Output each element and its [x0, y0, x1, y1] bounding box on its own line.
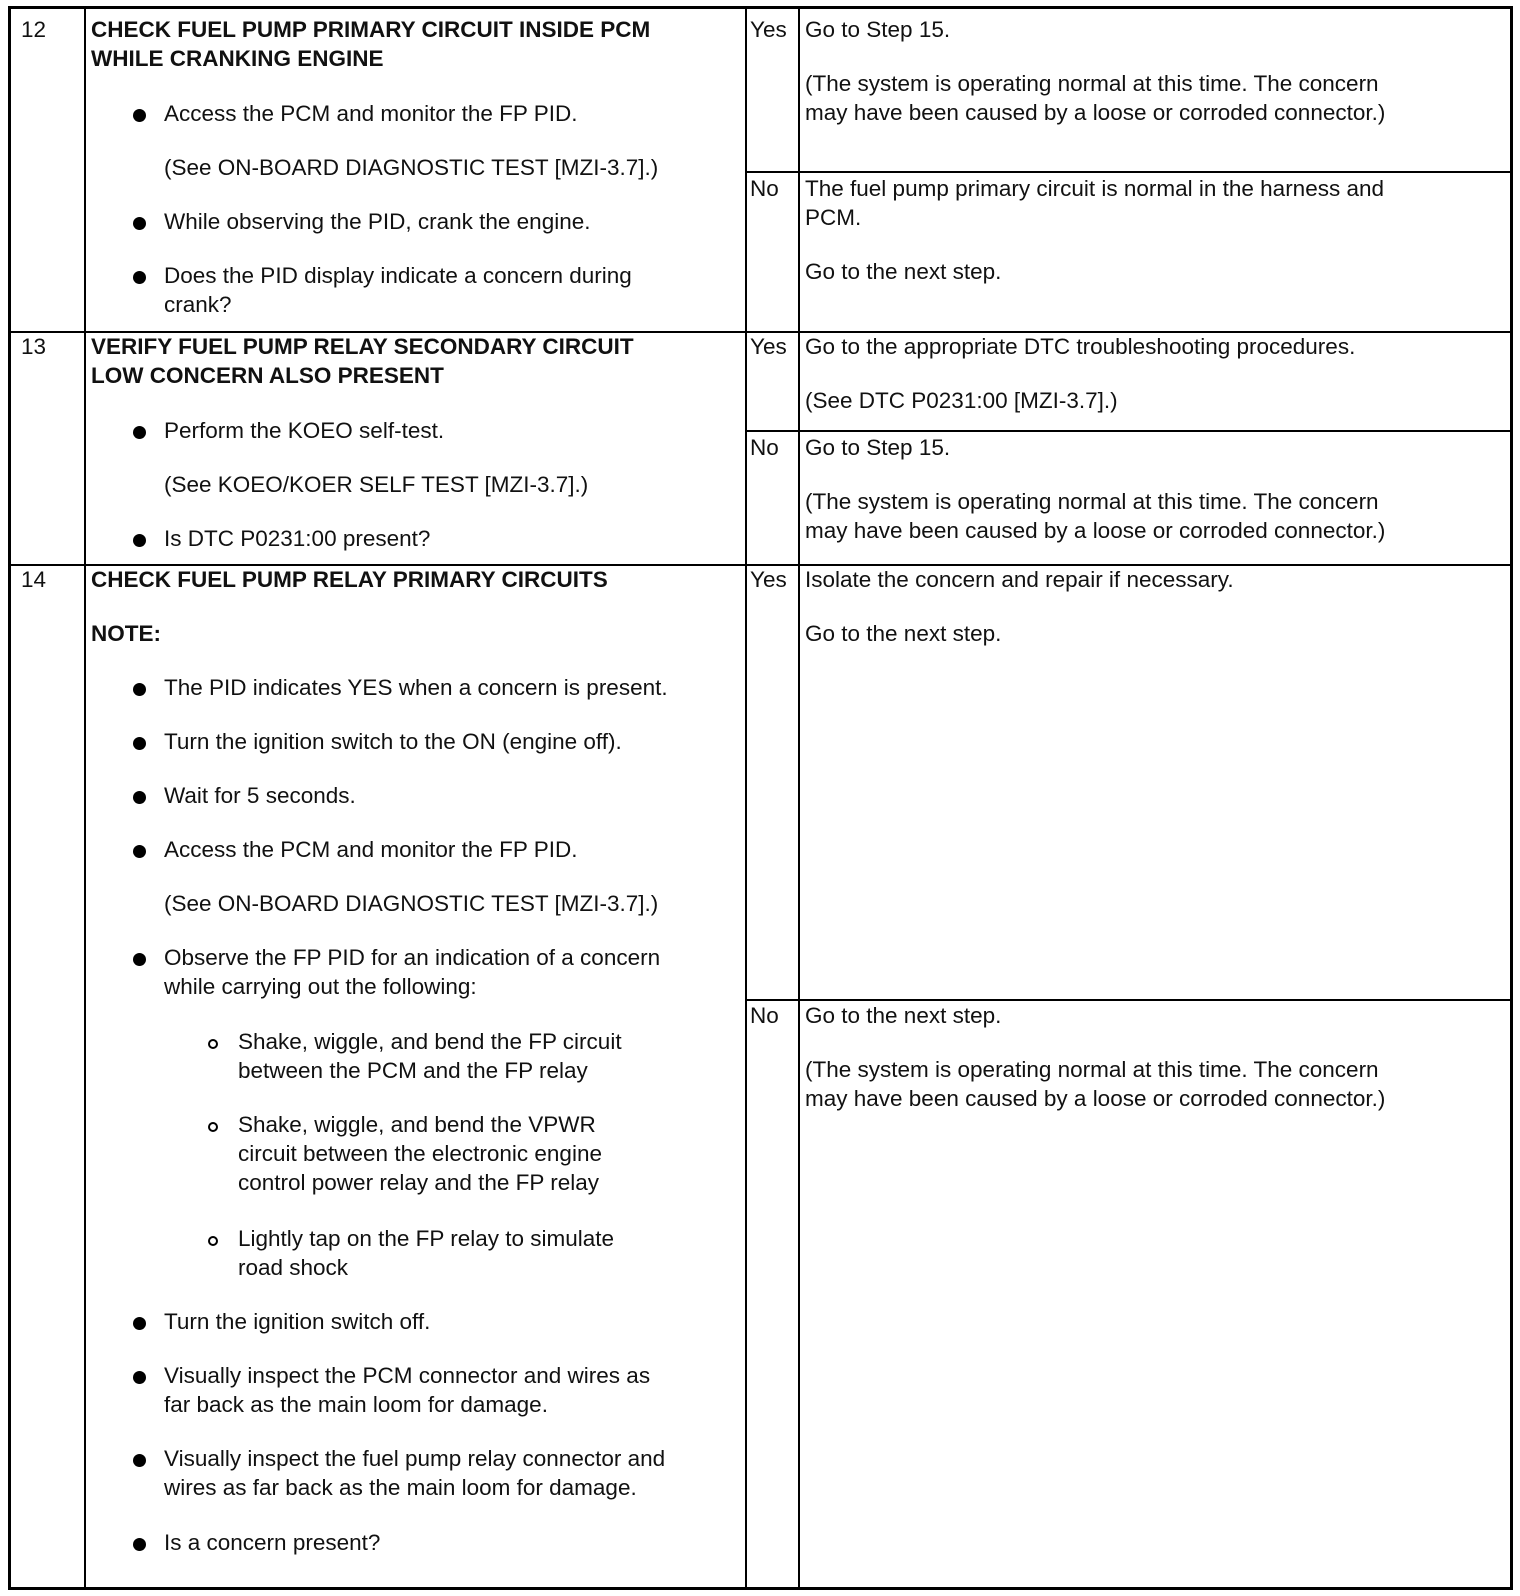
yes-label: Yes: [750, 567, 787, 592]
result-text: (See DTC P0231:00 [MZI-3.7].): [805, 388, 1118, 413]
column-divider-step: [84, 9, 86, 1587]
note-heading: NOTE:: [91, 621, 161, 646]
reference-text: (See ON-BOARD DIAGNOSTIC TEST [MZI-3.7].): [164, 891, 659, 916]
sub-action-item: between the PCM and the FP relay: [238, 1058, 588, 1083]
bullet-icon: [133, 1454, 146, 1467]
bullet-icon: [133, 1371, 146, 1384]
action-item: Visually inspect the PCM connector and wires as: [164, 1363, 651, 1388]
step-number: 13: [21, 334, 47, 359]
result-text: Go to the next step.: [805, 259, 1002, 284]
action-item: Is DTC P0231:00 present?: [164, 526, 431, 551]
result-divider-row13: [745, 430, 1510, 432]
action-item: far back as the main loom for damage.: [164, 1392, 548, 1417]
result-text: The fuel pump primary circuit is normal in the harness and: [805, 176, 1385, 201]
bullet-icon: [133, 426, 146, 439]
action-item: Wait for 5 seconds.: [164, 783, 356, 808]
action-item: Perform the KOEO self-test.: [164, 418, 445, 443]
yes-label: Yes: [750, 17, 787, 42]
bullet-icon: [133, 737, 146, 750]
diagnostic-table: [8, 6, 1513, 1590]
no-label: No: [750, 176, 779, 201]
step-title: CHECK FUEL PUMP RELAY PRIMARY CIRCUITS: [91, 567, 608, 592]
result-text: Go to Step 15.: [805, 17, 951, 42]
sub-action-item: control power relay and the FP relay: [238, 1170, 600, 1195]
result-text: may have been caused by a loose or corroded connector.): [805, 1086, 1386, 1111]
result-divider-row12: [745, 171, 1510, 173]
reference-text: (See ON-BOARD DIAGNOSTIC TEST [MZI-3.7].): [164, 155, 659, 180]
bullet-icon: [133, 791, 146, 804]
bullet-icon: [133, 683, 146, 696]
step-title: WHILE CRANKING ENGINE: [91, 46, 384, 71]
result-text: Go to the appropriate DTC troubleshooting procedures.: [805, 334, 1356, 359]
action-item: While observing the PID, crank the engine.: [164, 209, 591, 234]
column-divider-result: [798, 9, 800, 1587]
result-text: (The system is operating normal at this time. The concern: [805, 71, 1379, 96]
result-text: Go to the next step.: [805, 1003, 1002, 1028]
step-title: VERIFY FUEL PUMP RELAY SECONDARY CIRCUIT: [91, 334, 634, 359]
action-item: crank?: [164, 292, 232, 317]
bullet-icon: [133, 271, 146, 284]
result-text: (The system is operating normal at this time. The concern: [805, 1057, 1379, 1082]
result-text: may have been caused by a loose or corroded connector.): [805, 100, 1386, 125]
action-item: The PID indicates YES when a concern is present.: [164, 675, 668, 700]
column-divider-action: [745, 9, 747, 1587]
bullet-icon: [133, 217, 146, 230]
action-item: Turn the ignition switch off.: [164, 1309, 431, 1334]
action-item: Is a concern present?: [164, 1530, 381, 1555]
action-item: Access the PCM and monitor the FP PID.: [164, 837, 578, 862]
sub-bullet-icon: [208, 1039, 218, 1049]
bullet-icon: [133, 845, 146, 858]
step-title: LOW CONCERN ALSO PRESENT: [91, 363, 444, 388]
action-item: Observe the FP PID for an indication of a concern: [164, 945, 661, 970]
reference-text: (See KOEO/KOER SELF TEST [MZI-3.7].): [164, 472, 589, 497]
no-label: No: [750, 435, 779, 460]
step-number: 14: [21, 567, 47, 592]
result-text: Go to Step 15.: [805, 435, 951, 460]
result-text: Isolate the concern and repair if necessary.: [805, 567, 1234, 592]
sub-action-item: Shake, wiggle, and bend the VPWR: [238, 1112, 596, 1137]
bullet-icon: [133, 1317, 146, 1330]
step-title: CHECK FUEL PUMP PRIMARY CIRCUIT INSIDE PCM: [91, 17, 651, 42]
action-item: Access the PCM and monitor the FP PID.: [164, 101, 578, 126]
result-text: may have been caused by a loose or corroded connector.): [805, 518, 1386, 543]
sub-action-item: circuit between the electronic engine: [238, 1141, 602, 1166]
bullet-icon: [133, 109, 146, 122]
sub-action-item: Shake, wiggle, and bend the FP circuit: [238, 1029, 622, 1054]
result-text: (The system is operating normal at this time. The concern: [805, 489, 1379, 514]
sub-action-item: road shock: [238, 1255, 349, 1280]
no-label: No: [750, 1003, 779, 1028]
sub-bullet-icon: [208, 1122, 218, 1132]
sub-bullet-icon: [208, 1236, 218, 1246]
result-text: Go to the next step.: [805, 621, 1002, 646]
action-item: Turn the ignition switch to the ON (engine off).: [164, 729, 622, 754]
action-item: while carrying out the following:: [164, 974, 477, 999]
yes-label: Yes: [750, 334, 787, 359]
result-text: PCM.: [805, 205, 862, 230]
bullet-icon: [133, 953, 146, 966]
bullet-icon: [133, 534, 146, 547]
action-item: Visually inspect the fuel pump relay connector and: [164, 1446, 666, 1471]
sub-action-item: Lightly tap on the FP relay to simulate: [238, 1226, 615, 1251]
action-item: Does the PID display indicate a concern during: [164, 263, 632, 288]
step-number: 12: [21, 17, 47, 42]
bullet-icon: [133, 1538, 146, 1551]
action-item: wires as far back as the main loom for damage.: [164, 1475, 637, 1500]
